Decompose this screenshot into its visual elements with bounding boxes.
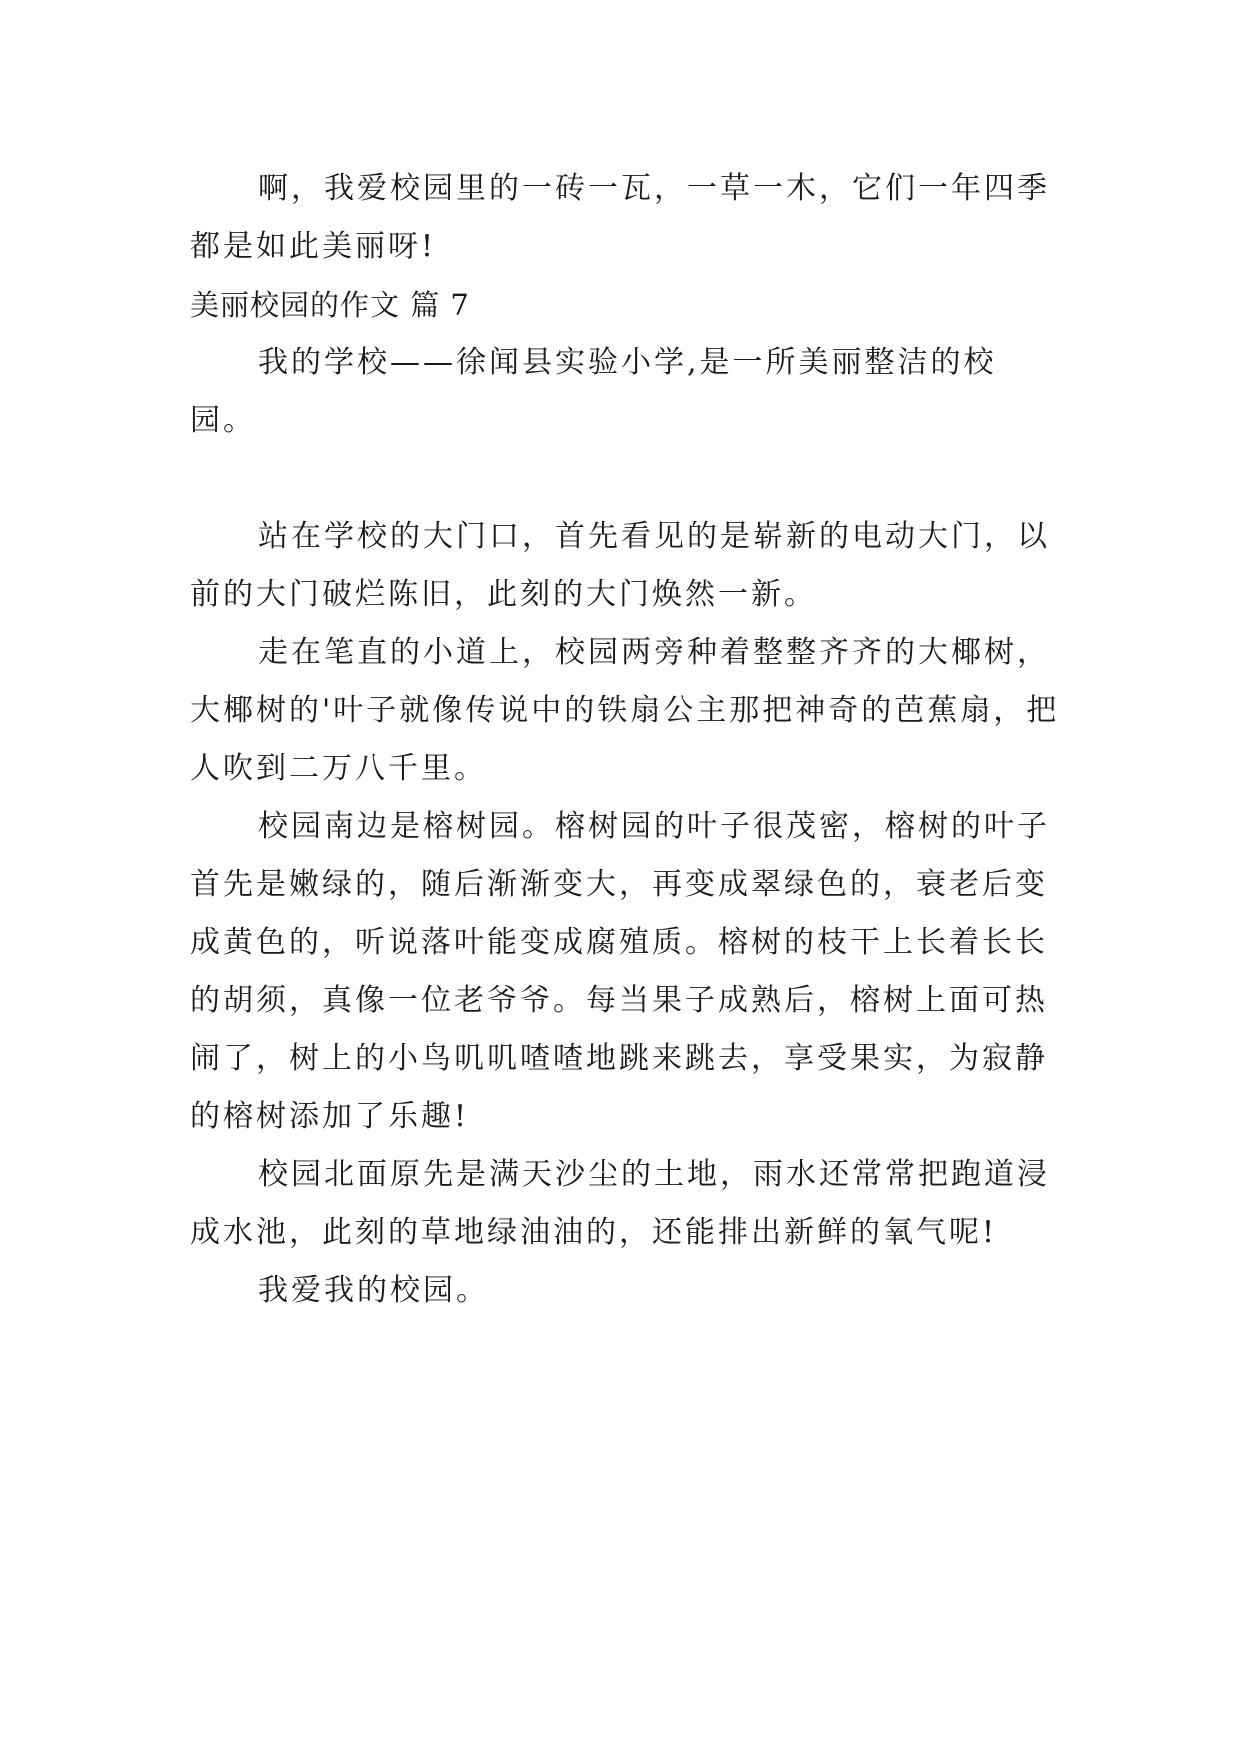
paragraph-path: 走在笔直的小道上，校园两旁种着整整齐齐的大椰树，大椰树的'叶子就像传说中的铁扇公主那把神奇的芭蕉扇，把人吹到二万八千里。 (190, 635, 1060, 786)
essay-heading: 美丽校园的作文 篇 7 (190, 288, 470, 322)
document-page (190, 160, 1060, 1320)
paragraph-ending: 我爱我的校园。 (258, 1273, 489, 1308)
paragraph-north: 校园北面原先是满天沙尘的土地，雨水还常常把跑道浸成水池，此刻的草地绿油油的，还能排出新鲜的氧气呢! (190, 1157, 1050, 1250)
paragraph-banyan: 校园南边是榕树园。榕树园的叶子很茂密，榕树的叶子首先是嫩绿的，随后渐渐变大，再变成翠绿色的，衰老后变成黄色的，听说落叶能变成腐殖质。榕树的枝干上长着长长的胡须，真像一位老爷爷。每当果子成熟后，榕树上面可热闹了，树上的小鸟叽叽喳喳地跳来跳去，享受果实，为寂静的榕树添加了乐趣! (190, 809, 1050, 1134)
paragraph-gap (190, 450, 1060, 508)
paragraph-intro: 我的学校——徐闻县实验小学,是一所美丽整洁的校园。 (190, 345, 997, 438)
paragraph-closing: 啊，我爱校园里的一砖一瓦，一草一木，它们一年四季都是如此美丽呀! (190, 171, 1050, 264)
paragraph-gate: 站在学校的大门口，首先看见的是崭新的电动大门，以前的大门破烂陈旧，此刻的大门焕然一新。 (190, 519, 1050, 612)
